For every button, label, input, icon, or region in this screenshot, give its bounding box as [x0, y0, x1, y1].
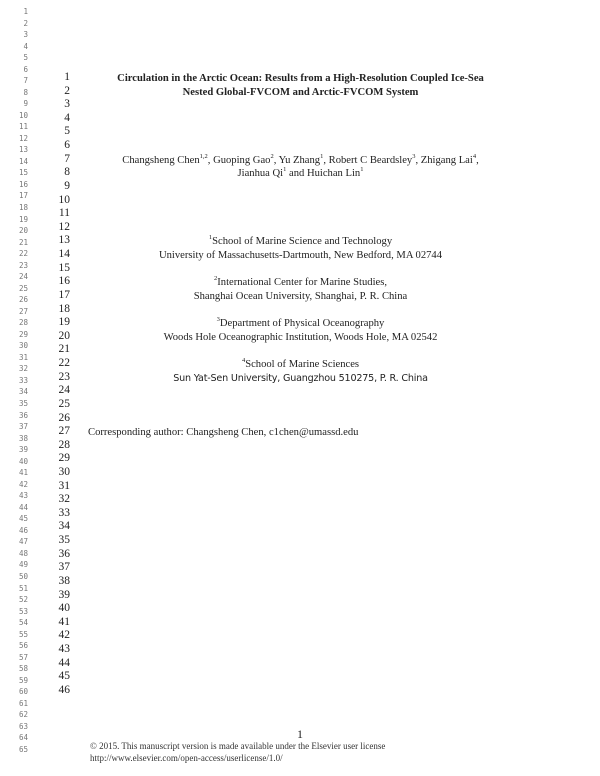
outer-line-number: 37 [18, 422, 28, 432]
outer-line-number: 15 [18, 168, 28, 178]
outer-line-number: 7 [23, 76, 28, 86]
inner-line-number: 25 [58, 397, 70, 410]
inner-line-number: 15 [58, 261, 70, 274]
inner-line-number: 34 [58, 520, 70, 533]
outer-line-number: 38 [18, 433, 28, 443]
outer-line-number: 45 [18, 514, 28, 524]
inner-line-number: 7 [64, 152, 70, 165]
text-segment: University of Massachusetts-Dartmouth, New Bedford, MA 02744 [158, 250, 443, 262]
text-line-1 [88, 72, 513, 85]
outer-line-number: 51 [18, 583, 28, 593]
outer-line-number: 34 [18, 387, 28, 397]
outer-line-number: 62 [18, 710, 28, 720]
outer-line-number: 9 [23, 99, 28, 109]
outer-line-number: 31 [18, 352, 28, 362]
outer-line-number: 12 [18, 133, 28, 143]
text-segment: , Robert C Beardsley [323, 154, 413, 166]
inner-line-number: 9 [64, 179, 70, 192]
inner-line-number: 14 [58, 248, 70, 261]
outer-line-number: 61 [18, 698, 28, 708]
outer-line-number: 46 [18, 525, 28, 535]
outer-line-number: 21 [18, 237, 28, 247]
outer-line-number: 59 [18, 675, 28, 685]
text-segment: , Yu Zhang [273, 154, 321, 166]
text-line-19 [88, 317, 513, 330]
text-line-27 [88, 426, 513, 439]
outer-line-number: 54 [18, 618, 28, 628]
inner-line-number: 5 [64, 125, 70, 138]
outer-line-number: 14 [18, 156, 28, 166]
text-segment: Shanghai Ocean University, Shanghai, P. R. China [193, 290, 408, 302]
inner-line-number: 19 [58, 316, 70, 329]
text-line-2 [88, 86, 513, 99]
inner-line-number: 13 [58, 234, 70, 247]
outer-line-number: 16 [18, 179, 28, 189]
text-segment: Circulation in the Arctic Ocean: Results from a High-Resolution Coupled Ice-Sea [117, 73, 484, 84]
inner-line-number: 28 [58, 438, 70, 451]
outer-line-number: 53 [18, 606, 28, 616]
text-segment: , [476, 154, 479, 166]
inner-line-number: 39 [58, 588, 70, 601]
affiliation-superscript: 2 [270, 152, 274, 160]
outer-line-number: 36 [18, 410, 28, 420]
inner-line-number: 18 [58, 302, 70, 315]
inner-line-number: 24 [58, 384, 70, 397]
outer-line-number: 22 [18, 249, 28, 259]
inner-line-number: 37 [58, 561, 70, 574]
text-segment: School of Marine Science and Technology [212, 236, 393, 248]
inner-line-number: 22 [58, 357, 70, 370]
text-segment: Nested Global-FVCOM and Arctic-FVCOM System [182, 86, 419, 98]
text-line-20 [88, 331, 513, 344]
inner-line-number: 32 [58, 493, 70, 506]
outer-line-number: 40 [18, 456, 28, 466]
outer-line-number: 23 [18, 260, 28, 270]
outer-line-number: 35 [18, 399, 28, 409]
inner-line-number: 40 [58, 602, 70, 615]
outer-line-number: 29 [18, 329, 28, 339]
text-line-23 [88, 372, 513, 385]
text-line-13 [88, 235, 513, 248]
text-line-17 [88, 290, 513, 303]
inner-line-number: 46 [58, 683, 70, 696]
text-line-8 [88, 167, 513, 180]
outer-line-number: 32 [18, 364, 28, 374]
outer-line-number: 55 [18, 629, 28, 639]
outer-line-number: 2 [23, 18, 28, 28]
text-segment: , Guoping Gao [207, 154, 271, 166]
inner-line-number: 38 [58, 574, 70, 587]
affiliation-superscript: 1 [283, 166, 287, 174]
outer-line-number: 4 [23, 41, 28, 51]
outer-line-number: 19 [18, 214, 28, 224]
inner-line-number: 6 [64, 139, 70, 152]
text-segment: Corresponding author: Changsheng Chen, c1chen@umassd.edu [88, 427, 359, 439]
inner-line-number: 27 [58, 425, 70, 438]
affiliation-superscript: 1 [360, 166, 364, 174]
outer-line-number: 60 [18, 687, 28, 697]
outer-line-number: 57 [18, 652, 28, 662]
outer-line-number: 20 [18, 226, 28, 236]
outer-line-number: 3 [23, 30, 28, 40]
inner-line-number: 17 [58, 288, 70, 301]
outer-line-number: 26 [18, 295, 28, 305]
outer-line-number: 17 [18, 191, 28, 201]
text-line-16 [88, 276, 513, 289]
affiliation-superscript: 1 [208, 234, 213, 242]
text-line-7 [88, 154, 513, 167]
inner-line-number: 35 [58, 534, 70, 547]
inner-line-number: 26 [58, 411, 70, 424]
inner-line-number: 36 [58, 547, 70, 560]
outer-line-number: 65 [18, 744, 28, 754]
affiliation-superscript: 4 [241, 357, 246, 365]
inner-line-number: 41 [58, 615, 70, 628]
text-segment: Jianhua Qi [237, 168, 284, 180]
outer-line-number: 25 [18, 283, 28, 293]
outer-line-number: 43 [18, 491, 28, 501]
outer-line-number: 47 [18, 537, 28, 547]
text-segment: Changsheng Chen [122, 154, 200, 166]
text-segment: , Zhigang Lai [415, 154, 473, 166]
text-segment: Woods Hole Oceanographic Institution, Woods Hole, MA 02542 [163, 331, 438, 343]
outer-line-number: 28 [18, 318, 28, 328]
outer-line-number: 33 [18, 375, 28, 385]
text-line-14 [88, 249, 513, 262]
text-segment: Sun Yat-Sen University, Guangzhou 510275, P. R. China [173, 372, 428, 384]
outer-line-number: 10 [18, 110, 28, 120]
text-line-22 [88, 358, 513, 371]
outer-line-number: 11 [18, 122, 28, 132]
outer-line-number: 64 [18, 733, 28, 743]
outer-line-number: 6 [23, 64, 28, 74]
inner-line-number: 4 [64, 111, 70, 124]
inner-line-number: 8 [64, 166, 70, 179]
inner-line-number: 20 [58, 329, 70, 342]
affiliation-superscript: 2 [214, 275, 218, 283]
inner-line-number: 29 [58, 452, 70, 465]
text-segment: and Huichan Lin [286, 168, 361, 180]
text-segment: School of Marine Sciences [245, 359, 360, 371]
outer-line-number: 13 [18, 145, 28, 155]
affiliation-superscript: 3 [412, 152, 416, 160]
outer-line-number: 30 [18, 341, 28, 351]
inner-line-number: 1 [64, 71, 70, 83]
outer-line-number: 1 [23, 7, 28, 16]
inner-line-number: 10 [58, 193, 70, 206]
outer-line-number: 48 [18, 548, 28, 558]
text-segment: Department of Physical Oceanography [219, 318, 385, 330]
outer-line-number: 49 [18, 560, 28, 570]
inner-line-number: 44 [58, 656, 70, 669]
page-number: 1 [297, 727, 303, 741]
outer-line-number: 8 [23, 87, 28, 97]
inner-line-number: 16 [58, 275, 70, 288]
inner-line-number: 33 [58, 506, 70, 519]
inner-line-number: 43 [58, 643, 70, 656]
inner-line-number: 42 [58, 629, 70, 642]
inner-line-number: 3 [64, 98, 70, 111]
text-segment: International Center for Marine Studies, [217, 277, 387, 289]
outer-line-number: 41 [18, 468, 28, 478]
affiliation-superscript: 1 [320, 152, 324, 160]
outer-line-number: 18 [18, 203, 28, 212]
outer-line-number: 24 [18, 272, 28, 282]
outer-line-number: 52 [18, 595, 28, 605]
inner-line-number: 12 [58, 220, 70, 233]
outer-line-number: 44 [18, 502, 28, 512]
affiliation-superscript: 3 [216, 316, 220, 324]
outer-line-number: 27 [18, 306, 28, 316]
inner-line-number: 11 [58, 207, 70, 220]
inner-line-number: 21 [58, 343, 70, 356]
inner-line-number: 31 [58, 479, 70, 492]
affiliation-superscript: 1,2 [199, 152, 208, 160]
affiliation-superscript: 4 [472, 152, 477, 160]
outer-line-number: 56 [18, 641, 28, 651]
outer-line-number: 5 [23, 53, 28, 63]
license-text: © 2015. This manuscript version is made available under the Elsevier user license [90, 741, 386, 751]
outer-line-number: 39 [18, 445, 28, 455]
inner-line-number: 23 [58, 370, 70, 383]
outer-line-number: 58 [18, 664, 28, 674]
outer-line-number: 50 [18, 571, 28, 581]
inner-line-number: 45 [58, 670, 70, 683]
outer-line-number: 63 [18, 721, 28, 731]
inner-line-number: 2 [64, 84, 70, 97]
license-url[interactable]: http://www.elsevier.com/open-access/userlicense/1.0/ [90, 753, 283, 763]
outer-line-number: 42 [18, 479, 28, 489]
inner-line-number: 30 [58, 465, 70, 478]
